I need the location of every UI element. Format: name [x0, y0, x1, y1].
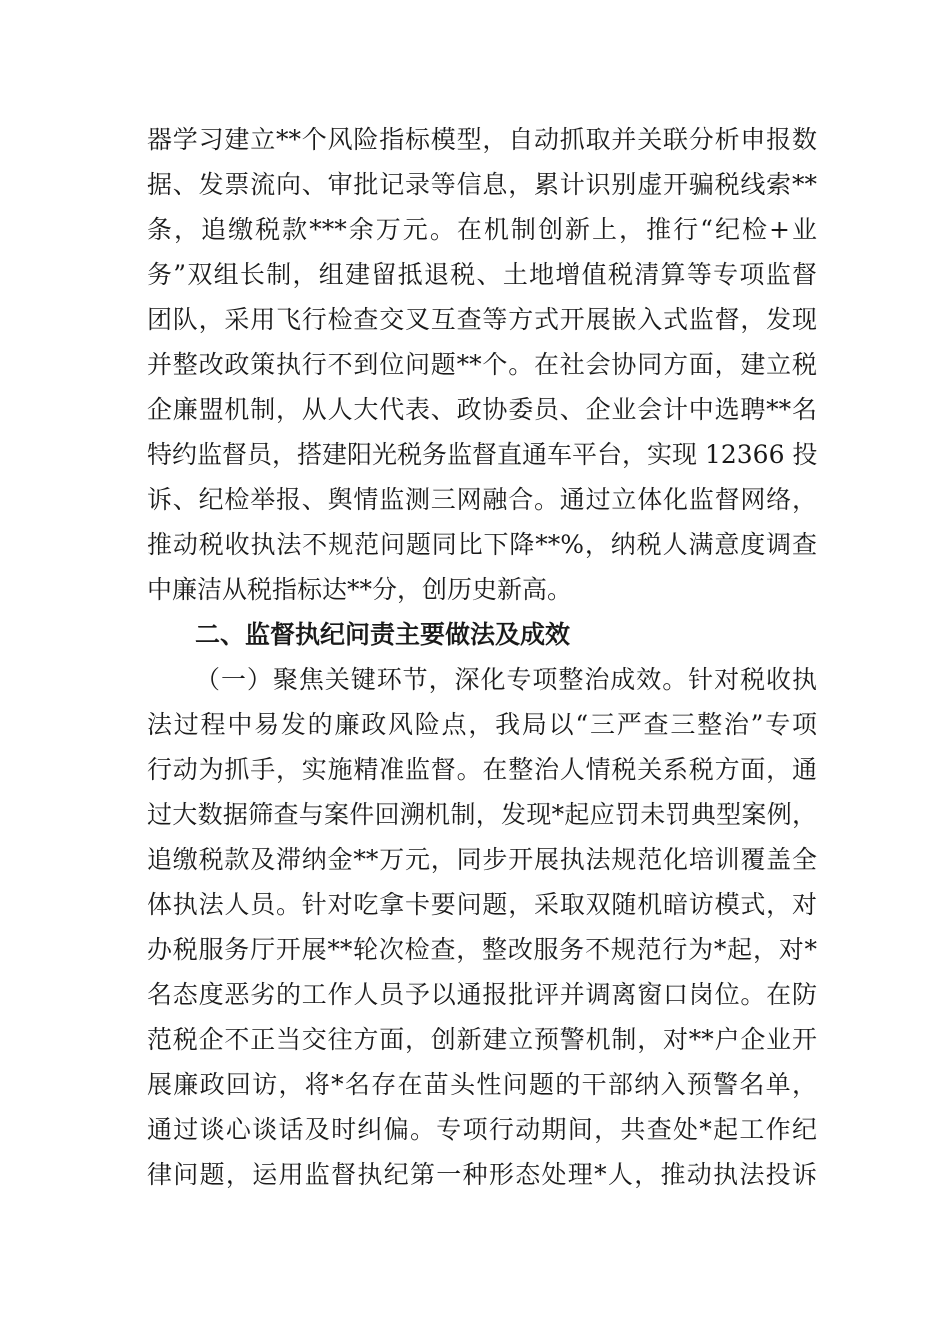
- paragraph-line: 过大数据筛查与案件回溯机制，发现*起应罚未罚典型案例，: [147, 800, 817, 829]
- paragraph-line: 据、发票流向、审批记录等信息，累计识别虚开骗税线索**: [147, 170, 817, 199]
- paragraph-line: 器学习建立**个风险指标模型，自动抓取并关联分析申报数: [147, 125, 817, 154]
- paragraph-line: 范税企不正当交往方面，创新建立预警机制，对**户企业开: [147, 1025, 817, 1054]
- paragraph-line: 中廉洁从税指标达**分，创历史新高。: [147, 575, 573, 604]
- paragraph-line: （一）聚焦关键环节，深化专项整治成效。针对税收执: [195, 665, 817, 694]
- paragraph-line: 行动为抓手，实施精准监督。在整治人情税关系税方面，通: [147, 755, 817, 784]
- paragraph-line: 追缴税款及滞纳金**万元，同步开展执法规范化培训覆盖全: [147, 845, 817, 874]
- section-heading: 二、监督执纪问责主要做法及成效: [195, 620, 571, 649]
- paragraph-line: 企廉盟机制，从人大代表、政协委员、企业会计中选聘**名: [147, 395, 817, 424]
- paragraph-line: 推动税收执法不规范问题同比下降**%，纳税人满意度调查: [147, 530, 817, 559]
- paragraph-line: 展廉政回访，将*名存在苗头性问题的干部纳入预警名单，: [147, 1070, 817, 1099]
- paragraph-line: 名态度恶劣的工作人员予以通报批评并调离窗口岗位。在防: [147, 980, 817, 1009]
- paragraph-line: 体执法人员。针对吃拿卡要问题，采取双随机暗访模式，对: [147, 890, 817, 919]
- paragraph-line: 特约监督员，搭建阳光税务监督直通车平台，实现 12366 投: [147, 440, 818, 469]
- paragraph-line: 务”双组长制，组建留抵退税、土地增值税清算等专项监督: [147, 260, 817, 289]
- paragraph-line: 并整改政策执行不到位问题**个。在社会协同方面，建立税: [147, 350, 817, 379]
- paragraph-line: 法过程中易发的廉政风险点，我局以“三严查三整治”专项: [147, 710, 817, 739]
- paragraph-line: 律问题，运用监督执纪第一种形态处理*人，推动执法投诉: [147, 1160, 817, 1189]
- paragraph-line: 条，追缴税款***余万元。在机制创新上，推行“纪检+业: [147, 215, 817, 244]
- paragraph-line: 诉、纪检举报、舆情监测三网融合。通过立体化监督网络，: [147, 485, 817, 514]
- paragraph-line: 通过谈心谈话及时纠偏。专项行动期间，共查处*起工作纪: [147, 1115, 817, 1144]
- paragraph-line: 团队，采用飞行检查交叉互查等方式开展嵌入式监督，发现: [147, 305, 817, 334]
- paragraph-line: 办税服务厅开展**轮次检查，整改服务不规范行为*起，对*: [147, 935, 817, 964]
